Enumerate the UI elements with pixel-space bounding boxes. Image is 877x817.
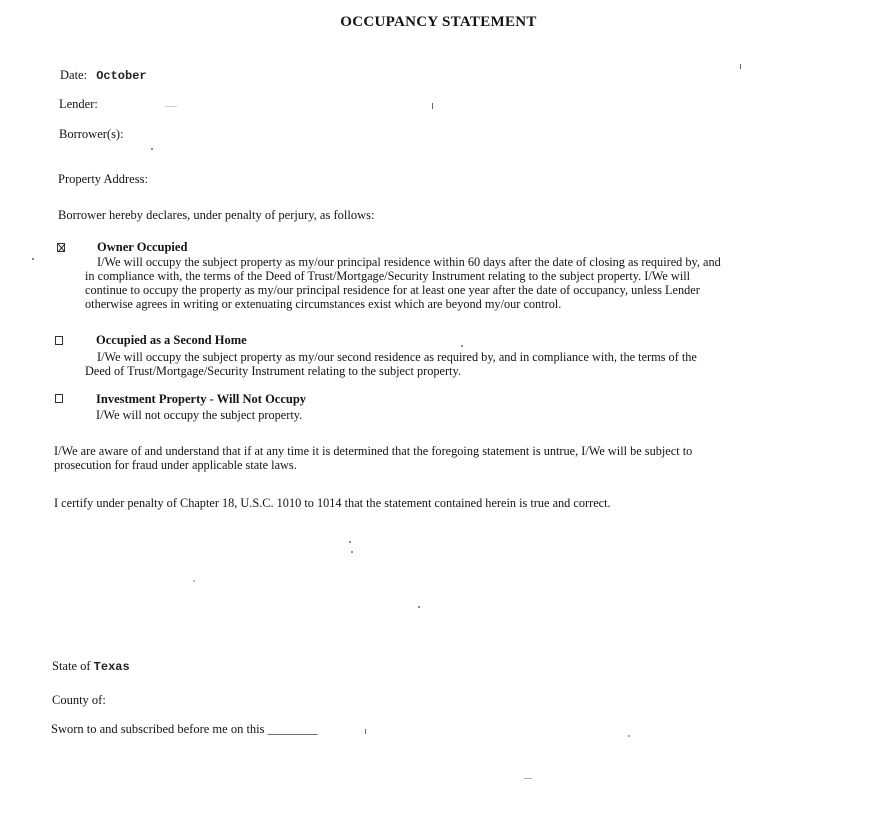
date-value: October	[96, 69, 147, 83]
second-home-line-1: I/We will occupy the subject property as my/our second residence as required by, and in compliance with, the terms of the	[97, 350, 697, 364]
lender-label: Lender:	[59, 97, 98, 111]
second-home-checkbox[interactable]	[55, 336, 63, 345]
borrower-label: Borrower(s):	[59, 127, 124, 141]
owner-occupied-title: Owner Occupied	[97, 240, 188, 254]
scan-speck	[32, 258, 34, 260]
awareness-paragraph	[54, 444, 824, 472]
owner-occupied-text	[85, 255, 822, 311]
scan-speck	[524, 778, 532, 779]
scan-speck	[461, 345, 463, 347]
scan-speck	[193, 580, 195, 582]
awareness-line-2: prosecution for fraud under applicable state laws.	[54, 458, 297, 472]
date-label: Date:	[60, 68, 88, 82]
owner-occupied-line-2: in compliance with, the terms of the Deed of Trust/Mortgage/Security Instrument relating to the subject property. I/We will	[85, 269, 691, 283]
investment-property-line-1: I/We will not occupy the subject property.	[96, 408, 303, 422]
state-label: State of	[52, 659, 91, 673]
second-home-text	[85, 350, 822, 378]
scan-speck	[165, 106, 177, 107]
scan-speck	[628, 735, 630, 737]
owner-occupied-checkbox[interactable]	[57, 243, 65, 252]
awareness-line-1: I/We are aware of and understand that if at any time it is determined that the foregoing statement is untrue, I/We will be subject to	[54, 444, 693, 458]
declaration-text: Borrower hereby declares, under penalty of perjury, as follows:	[58, 208, 375, 222]
investment-property-checkbox[interactable]	[55, 394, 63, 403]
scan-speck	[349, 541, 351, 543]
document-title: OCCUPANCY STATEMENT	[340, 14, 537, 30]
sworn-text: Sworn to and subscribed before me on this ________	[51, 722, 318, 736]
second-home-title: Occupied as a Second Home	[96, 333, 247, 347]
owner-occupied-line-3: continue to occupy the property as my/our principal residence for at least one year after the date of occupancy, unless Lender	[85, 283, 700, 297]
owner-occupied-line-4: otherwise agrees in writing or extenuating circumstances exist which are beyond my/our control.	[85, 297, 562, 311]
scan-speck	[151, 148, 153, 150]
scan-speck	[432, 103, 433, 109]
scan-speck	[740, 64, 741, 69]
date-field	[60, 68, 147, 83]
scan-speck	[351, 551, 353, 553]
certification-text: I certify under penalty of Chapter 18, U.S.C. 1010 to 1014 that the statement contained herein is true and correct.	[54, 496, 611, 510]
scan-speck	[418, 606, 420, 608]
scan-speck	[365, 729, 366, 734]
owner-occupied-line-1: I/We will occupy the subject property as my/our principal residence within 60 days after the date of closing as required by, and	[97, 255, 721, 269]
investment-property-text	[96, 408, 302, 422]
state-field	[52, 659, 130, 674]
state-value: Texas	[93, 660, 130, 674]
property-address-label: Property Address:	[58, 172, 148, 186]
county-label: County of:	[52, 693, 106, 707]
second-home-line-2: Deed of Trust/Mortgage/Security Instrument relating to the subject property.	[85, 364, 461, 378]
investment-property-title: Investment Property - Will Not Occupy	[96, 392, 307, 406]
